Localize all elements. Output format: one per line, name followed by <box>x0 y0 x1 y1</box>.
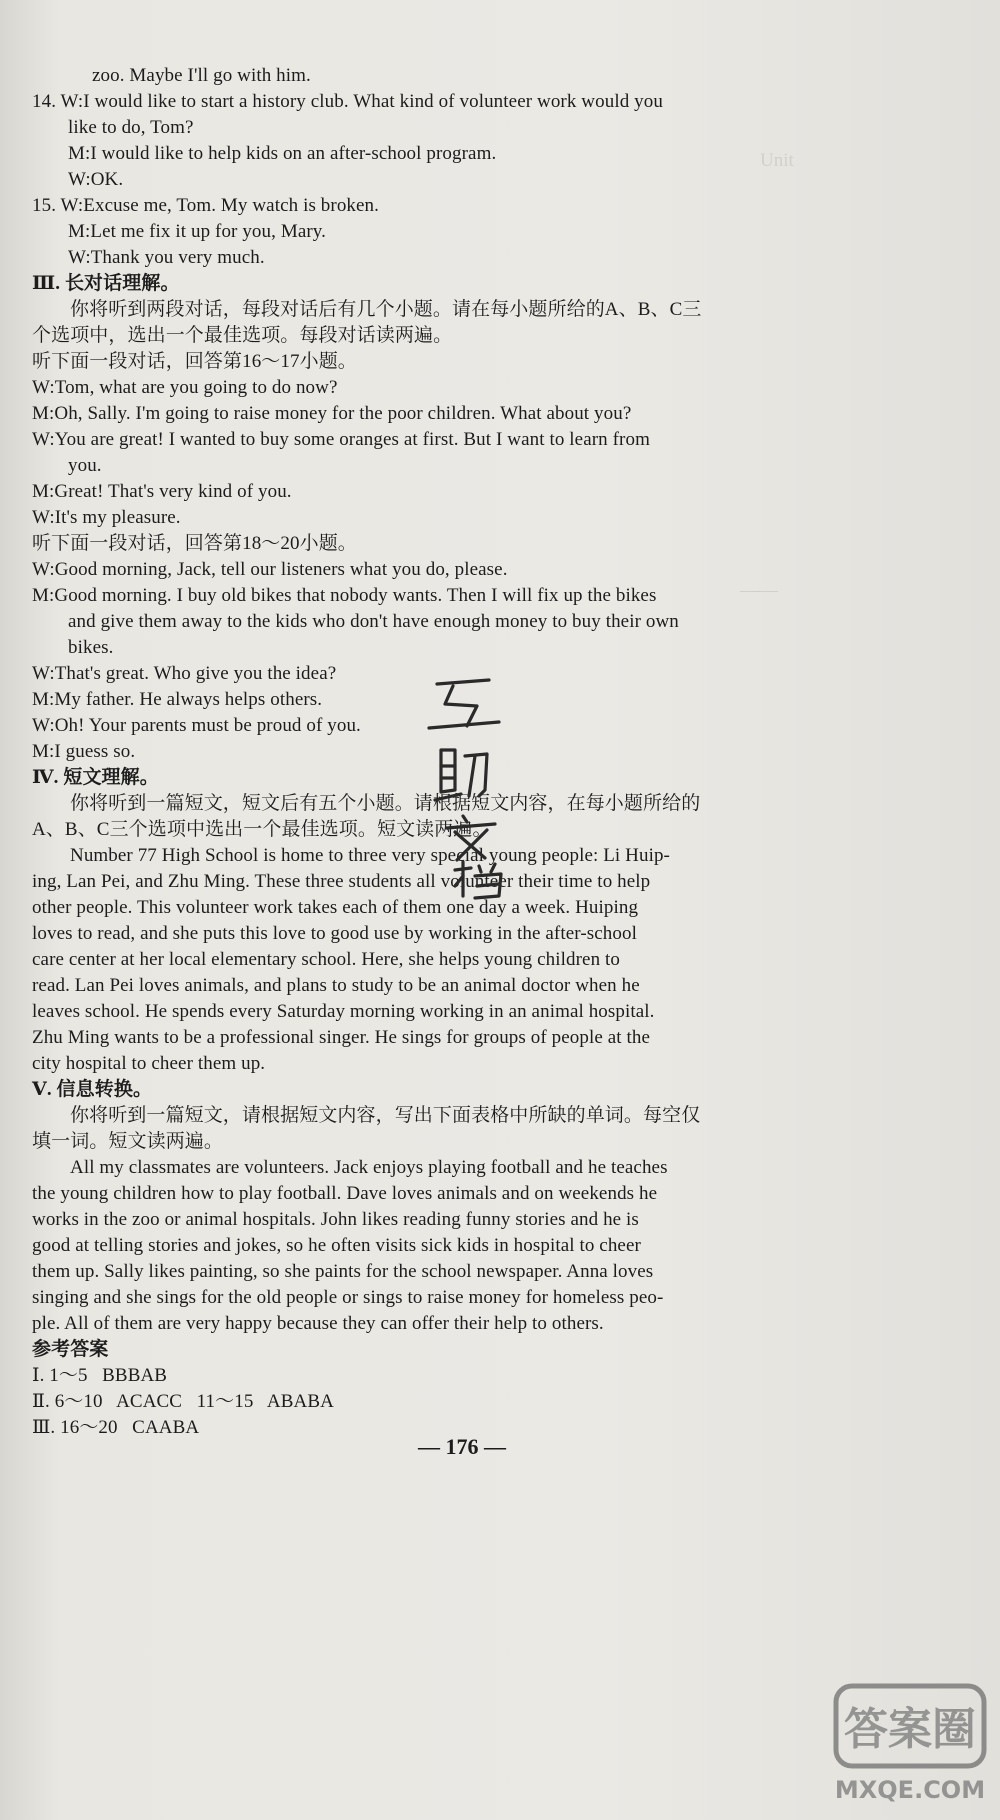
section-heading: Ⅲ. 长对话理解。 <box>32 273 180 294</box>
section-heading: Ⅳ. 短文理解。 <box>32 767 159 788</box>
text-line: the young children how to play football. Dave loves animals and on weekends he <box>32 1183 658 1204</box>
answers-heading: 参考答案 <box>32 1339 109 1360</box>
text-line: W:OK. <box>68 169 124 190</box>
watermark-logo <box>828 1676 993 1816</box>
text-line: 你将听到两段对话，每段对话后有几个小题。请在每小题所给的A、B、C三 <box>70 299 702 320</box>
text-line: W:Tom, what are you going to do now? <box>32 377 338 398</box>
text-line: All my classmates are volunteers. Jack enjoys playing football and he teaches <box>70 1157 668 1178</box>
text-line: 你将听到一篇短文，短文后有五个小题。请根据短文内容，在每小题所给的 <box>70 793 701 814</box>
answer-line: Ⅰ. 1～5 BBBAB <box>32 1365 168 1386</box>
text-line: M:Great! That's very kind of you. <box>32 481 292 502</box>
text-line: works in the zoo or animal hospitals. John likes reading funny stories and he is <box>32 1209 639 1230</box>
text-line: leaves school. He spends every Saturday morning working in an animal hospital. <box>32 1001 655 1022</box>
svg-text:答案圈: 答案圈 <box>844 1704 976 1755</box>
text-line: city hospital to cheer them up. <box>32 1053 266 1074</box>
text-line: care center at her local elementary school. Here, she helps young children to <box>32 949 621 970</box>
text-line: Zhu Ming wants to be a professional singer. He sings for groups of people at the <box>32 1027 650 1048</box>
text-line: Number 77 High School is home to three very special young people: Li Huip- <box>70 845 670 866</box>
text-line: other people. This volunteer work takes each of them one day a week. Huiping <box>32 897 639 918</box>
text-line: W:You are great! I wanted to buy some oranges at first. But I want to learn from <box>32 429 650 450</box>
bleed-through: Unit <box>760 150 794 171</box>
text-line: 听下面一段对话，回答第18～20小题。 <box>32 533 357 554</box>
text-line: 个选项中，选出一个最佳选项。每段对话读两遍。 <box>32 325 453 346</box>
text-line: singing and she sings for the old people or sings to raise money for homeless peo- <box>32 1287 664 1308</box>
text-line: 15. W:Excuse me, Tom. My watch is broken. <box>32 195 379 216</box>
text-line: W:Thank you very much. <box>68 247 265 268</box>
svg-text:MXQE.COM: MXQE.COM <box>834 1776 986 1804</box>
text-line: M:Good morning. I buy old bikes that nobody wants. Then I will fix up the bikes <box>32 585 657 606</box>
text-line: and give them away to the kids who don't have enough money to buy their own <box>68 611 679 632</box>
text-line: W:Oh! Your parents must be proud of you. <box>32 715 361 736</box>
text-line: M:I guess so. <box>32 741 136 762</box>
text-line: M:Oh, Sally. I'm going to raise money for the poor children. What about you? <box>32 403 632 424</box>
answer-line: Ⅲ. 16～20 CAABA <box>32 1417 200 1438</box>
text-line: bikes. <box>68 637 114 658</box>
text-line: 你将听到一篇短文，请根据短文内容，写出下面表格中所缺的单词。每空仅 <box>70 1105 701 1126</box>
text-line: M:My father. He always helps others. <box>32 689 323 710</box>
section-heading: Ⅴ. 信息转换。 <box>32 1079 153 1100</box>
text-line: you. <box>68 455 102 476</box>
text-line: read. Lan Pei loves animals, and plans to study to be an animal doctor when he <box>32 975 640 996</box>
text-line: ing, Lan Pei, and Zhu Ming. These three students all volunteer their time to help <box>32 871 651 892</box>
text-line: 填一词。短文读两遍。 <box>32 1131 224 1152</box>
bleed-through: —— <box>740 580 778 601</box>
text-line: ple. All of them are very happy because they can offer their help to others. <box>32 1313 604 1334</box>
text-line: 听下面一段对话，回答第16～17小题。 <box>32 351 357 372</box>
handwritten-annotation <box>415 670 525 900</box>
text-line: A、B、C三个选项中选出一个最佳选项。短文读两遍。 <box>32 819 492 840</box>
text-line: good at telling stories and jokes, so he often visits sick kids in hospital to cheer <box>32 1235 641 1256</box>
text-line: like to do, Tom? <box>68 117 194 138</box>
text-line: M:Let me fix it up for you, Mary. <box>68 221 326 242</box>
text-line: M:I would like to help kids on an after-school program. <box>68 143 497 164</box>
text-line: zoo. Maybe I'll go with him. <box>92 65 311 86</box>
text-line: 14. W:I would like to start a history club. What kind of volunteer work would you <box>32 91 663 112</box>
page-number: — 176 — <box>418 1434 506 1459</box>
text-line: loves to read, and she puts this love to good use by working in the after-school <box>32 923 637 944</box>
text-line: W:Good morning, Jack, tell our listeners what you do, please. <box>32 559 508 580</box>
text-line: W:That's great. Who give you the idea? <box>32 663 337 684</box>
answer-line: Ⅱ. 6～10 ACACC 11～15 ABABA <box>32 1391 334 1412</box>
text-line: W:It's my pleasure. <box>32 507 181 528</box>
text-line: them up. Sally likes painting, so she paints for the school newspaper. Anna loves <box>32 1261 654 1282</box>
